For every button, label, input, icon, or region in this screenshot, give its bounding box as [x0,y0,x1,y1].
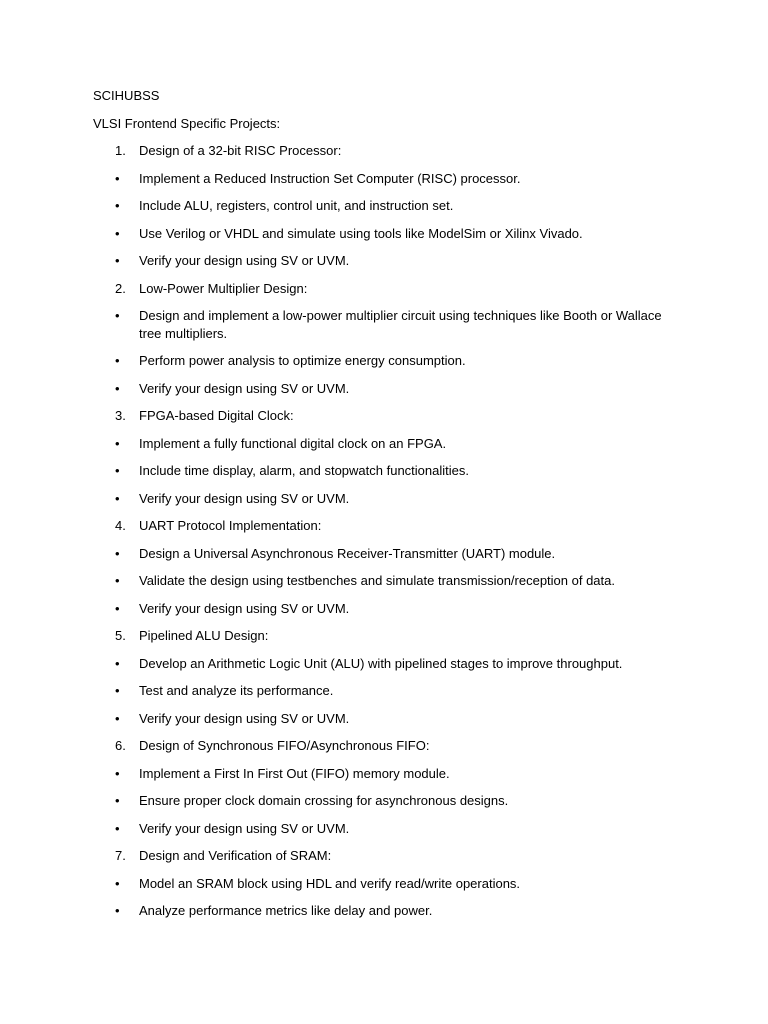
bullet-item [93,435,679,453]
item-number: 4. [115,518,126,533]
item-text: FPGA-based Digital Clock: [139,408,294,423]
item-text: Verify your design using SV or UVM. [139,490,350,506]
bullet-icon: • [115,655,120,671]
item-text: Design of Synchronous FIFO/Asynchronous FIFO: [139,738,430,753]
item-text: Pipelined ALU Design: [139,628,269,643]
item-text: Develop an Arithmetic Logic Unit (ALU) with pipelined stages to improve throughput. [139,655,623,671]
item-text: Implement a Reduced Instruction Set Computer (RISC) processor. [139,170,521,186]
bullet-item [93,655,679,673]
item-text: Validate the design using testbenches and simulate transmission/reception of data. [139,573,615,588]
bullet-item [93,545,679,563]
item-text: Verify your design using SV or UVM. [139,253,350,268]
bullet-icon: • [115,308,120,323]
bullet-item [93,352,679,370]
bullet-icon: • [115,765,120,781]
bullet-item [93,225,679,243]
bullet-item [93,490,679,508]
bullet-icon: • [115,600,120,616]
item-number: 7. [115,848,126,863]
bullet-item [93,462,679,480]
bullet-icon: • [115,793,120,808]
item-text: Verify your design using SV or UVM. [139,380,350,396]
item-number: 1. [115,143,126,158]
item-text: Verify your design using SV or UVM. [139,710,350,726]
document-subtitle: VLSI Frontend Specific Projects: [93,115,281,131]
numbered-item [93,517,679,535]
item-text: Implement a First In First Out (FIFO) memory module. [139,765,450,781]
bullet-item [93,710,679,728]
bullet-icon: • [115,573,120,588]
bullet-item [93,682,679,700]
bullet-item [93,875,679,893]
bullet-icon: • [115,170,120,186]
item-text: Design and Verification of SRAM: [139,848,332,863]
numbered-item [93,847,679,865]
bullet-icon: • [115,353,120,368]
item-text: Include ALU, registers, control unit, and instruction set. [139,198,454,213]
bullet-icon: • [115,820,120,836]
item-number: 3. [115,408,126,423]
item-text: Include time display, alarm, and stopwatch functionalities. [139,463,469,478]
item-text: Use Verilog or VHDL and simulate using tools like ModelSim or Xilinx Vivado. [139,225,583,241]
item-text: Model an SRAM block using HDL and verify read/write operations. [139,875,521,891]
document-page [93,87,693,930]
bullet-icon: • [115,875,120,891]
item-number: 2. [115,280,126,296]
bullet-item [93,197,679,215]
bullet-icon: • [115,490,120,506]
bullet-item [93,600,679,618]
bullet-item [93,765,679,783]
bullet-icon: • [115,710,120,726]
item-text: Perform power analysis to optimize energy consumption. [139,353,466,368]
item-number: 5. [115,628,126,643]
numbered-item [93,280,679,298]
item-text: Implement a fully functional digital clock on an FPGA. [139,435,447,451]
item-text: UART Protocol Implementation: [139,518,322,533]
bullet-item [93,792,679,810]
bullet-item [93,170,679,188]
item-text: Test and analyze its performance. [139,683,334,698]
item-text: Analyze performance metrics like delay and power. [139,903,433,918]
project-list [93,142,693,920]
numbered-item [93,142,679,160]
bullet-icon: • [115,380,120,396]
bullet-icon: • [115,683,120,698]
numbered-item [93,627,679,645]
item-text: Ensure proper clock domain crossing for asynchronous designs. [139,793,509,808]
item-text: Design of a 32-bit RISC Processor: [139,143,342,158]
bullet-icon: • [115,225,120,241]
bullet-item [93,572,679,590]
bullet-icon: • [115,903,120,918]
bullet-icon: • [115,545,120,561]
bullet-icon: • [115,463,120,478]
item-number: 6. [115,738,126,753]
bullet-icon: • [115,253,120,268]
item-text: Verify your design using SV or UVM. [139,600,350,616]
bullet-item [93,252,679,270]
bullet-item [93,902,679,920]
bullet-icon: • [115,435,120,451]
bullet-item [93,307,679,342]
bullet-icon: • [115,198,120,213]
item-text: Design a Universal Asynchronous Receiver-Transmitter (UART) module. [139,545,556,561]
bullet-item [93,820,679,838]
bullet-item [93,380,679,398]
item-text: Verify your design using SV or UVM. [139,820,350,836]
item-text: Design and implement a low-power multiplier circuit using techniques like Booth or Wallace tree multipliers. [139,308,662,341]
numbered-item [93,407,679,425]
item-text: Low-Power Multiplier Design: [139,280,308,296]
numbered-item [93,737,679,755]
document-title: SCIHUBSS [93,88,160,103]
